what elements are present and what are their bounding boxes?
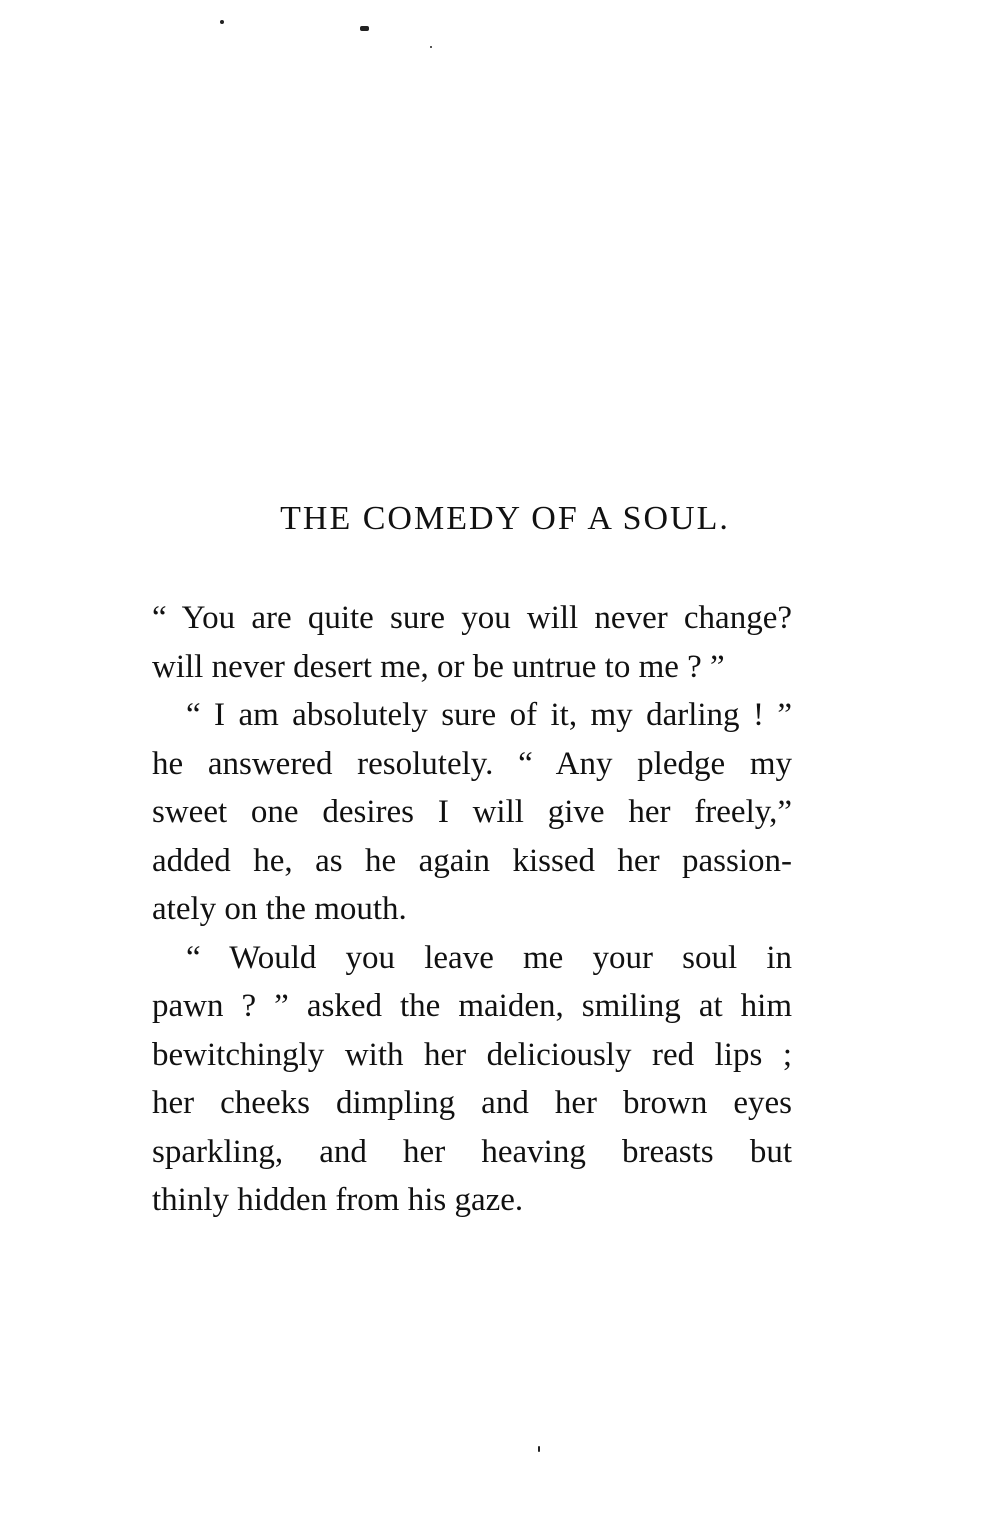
text-line: thinly hidden from his gaze. bbox=[152, 1182, 524, 1218]
text-line: ately on the mouth. bbox=[152, 891, 407, 927]
text-line: her cheeks dimpling and her brown eyes bbox=[152, 1085, 792, 1121]
scan-speck bbox=[360, 26, 369, 31]
body-text bbox=[152, 594, 792, 1225]
text-line: added he, as he again kissed her passion- bbox=[152, 842, 792, 879]
text-line: pawn ? ” asked the maiden, smiling at him bbox=[152, 988, 792, 1024]
text-line: bewitchingly with her deliciously red lips ; bbox=[152, 1036, 792, 1073]
scan-speck bbox=[538, 1446, 540, 1452]
text-line: “ Would you leave me your soul in bbox=[186, 939, 792, 976]
scan-speck bbox=[430, 46, 432, 48]
chapter-title: THE COMEDY OF A SOUL. bbox=[280, 500, 730, 537]
text-line: sparkling, and her heaving breasts but bbox=[152, 1133, 792, 1170]
text-line: “ I am absolutely sure of it, my darling ! ” bbox=[186, 697, 792, 733]
text-line: “ You are quite sure you will never change? bbox=[152, 600, 792, 636]
scan-speck bbox=[220, 20, 224, 24]
text-line: sweet one desires I will give her freely,” bbox=[152, 794, 792, 830]
text-line: will never desert me, or be untrue to me ? ” bbox=[152, 648, 725, 685]
text-line: he answered resolutely. “ Any pledge my bbox=[152, 745, 792, 782]
